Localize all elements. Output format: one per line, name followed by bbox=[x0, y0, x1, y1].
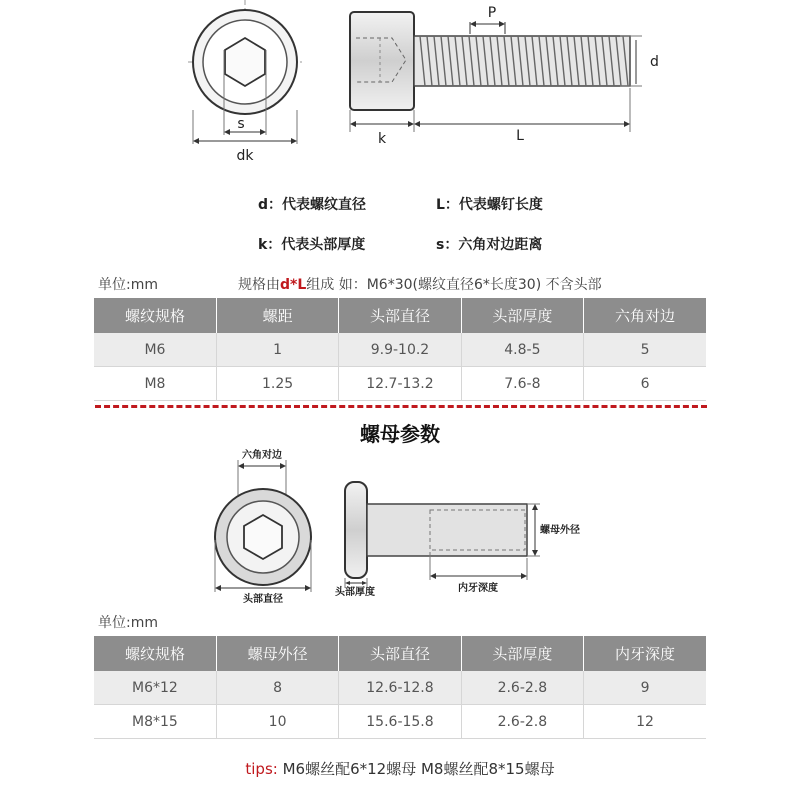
table-cell: 12.6-12.8 bbox=[339, 671, 461, 705]
nut-side-view bbox=[335, 482, 580, 598]
table-cell: 4.8-5 bbox=[461, 333, 583, 367]
nut-spec-table bbox=[94, 636, 706, 739]
legend-l: L：代表螺钉长度 bbox=[436, 197, 543, 213]
k-label: k bbox=[377, 131, 387, 147]
d-label: d bbox=[650, 54, 659, 70]
tips-text: M6螺丝配6*12螺母 M8螺丝配8*15螺母 bbox=[277, 760, 555, 778]
legend-k: k：代表头部厚度 bbox=[258, 237, 366, 253]
l-label: L bbox=[516, 128, 524, 144]
inner-depth-label: 内牙深度 bbox=[458, 583, 498, 594]
dk-label: dk bbox=[236, 148, 254, 164]
tips-line bbox=[0, 758, 800, 779]
bolt-spec-note bbox=[238, 274, 602, 294]
table-cell: 2.6-2.8 bbox=[461, 671, 583, 705]
legend-d: d：代表螺纹直径 bbox=[258, 197, 367, 213]
nut-diagram bbox=[0, 440, 800, 610]
bolt-diagram bbox=[0, 0, 800, 170]
table-cell: 7.6-8 bbox=[461, 367, 583, 401]
table-cell: 12.7-13.2 bbox=[339, 367, 461, 401]
col-header: 螺纹规格 bbox=[94, 298, 216, 333]
table-cell: 15.6-15.8 bbox=[339, 705, 461, 739]
table-cell: 6 bbox=[584, 367, 706, 401]
col-header: 头部直径 bbox=[339, 636, 461, 671]
table-cell: 9.9-10.2 bbox=[339, 333, 461, 367]
head-dia-label: 头部直径 bbox=[243, 594, 283, 605]
col-header: 头部厚度 bbox=[461, 298, 583, 333]
note-dl: d*L bbox=[280, 277, 307, 293]
table-cell: 1.25 bbox=[216, 367, 338, 401]
nut-front-view bbox=[215, 448, 311, 605]
table-cell: M8*15 bbox=[94, 705, 216, 739]
table-cell: 8 bbox=[216, 671, 338, 705]
col-header: 螺纹规格 bbox=[94, 636, 216, 671]
col-header: 内牙深度 bbox=[584, 636, 706, 671]
table-header-row bbox=[94, 636, 706, 671]
table-cell: 1 bbox=[216, 333, 338, 367]
table-cell: M6 bbox=[94, 333, 216, 367]
table-row bbox=[94, 705, 706, 739]
table-header-row bbox=[94, 298, 706, 333]
table-cell: 5 bbox=[584, 333, 706, 367]
table-row bbox=[94, 333, 706, 367]
s-label: s bbox=[237, 116, 245, 132]
table-cell: 12 bbox=[584, 705, 706, 739]
note-prefix: 规格由 bbox=[238, 277, 280, 293]
col-header: 螺距 bbox=[216, 298, 338, 333]
p-label: P bbox=[487, 5, 497, 21]
legend-s: s：六角对边距离 bbox=[436, 237, 543, 253]
col-header: 头部厚度 bbox=[461, 636, 583, 671]
note-suffix: 组成 如：M6*30(螺纹直径6*长度30) 不含头部 bbox=[306, 277, 602, 293]
bolt-unit: 单位:mm bbox=[98, 277, 158, 293]
bolt-side-view bbox=[350, 5, 659, 147]
nut-section-title: 螺母参数 bbox=[360, 422, 440, 446]
table-cell: M6*12 bbox=[94, 671, 216, 705]
section-divider bbox=[95, 405, 707, 408]
col-header: 螺母外径 bbox=[216, 636, 338, 671]
table-cell: 2.6-2.8 bbox=[461, 705, 583, 739]
table-cell: M8 bbox=[94, 367, 216, 401]
table-row bbox=[94, 367, 706, 401]
col-header: 头部直径 bbox=[339, 298, 461, 333]
hex-label: 六角对边 bbox=[242, 450, 282, 461]
table-cell: 9 bbox=[584, 671, 706, 705]
tips-label: tips: bbox=[245, 760, 278, 778]
bolt-spec-table bbox=[94, 298, 706, 401]
bolt-front-view bbox=[188, 0, 302, 164]
outer-dia-label: 螺母外径 bbox=[540, 525, 580, 536]
table-row bbox=[94, 671, 706, 705]
head-thick-label: 头部厚度 bbox=[335, 587, 375, 598]
table-cell: 10 bbox=[216, 705, 338, 739]
nut-unit: 单位:mm bbox=[98, 615, 158, 631]
col-header: 六角对边 bbox=[584, 298, 706, 333]
